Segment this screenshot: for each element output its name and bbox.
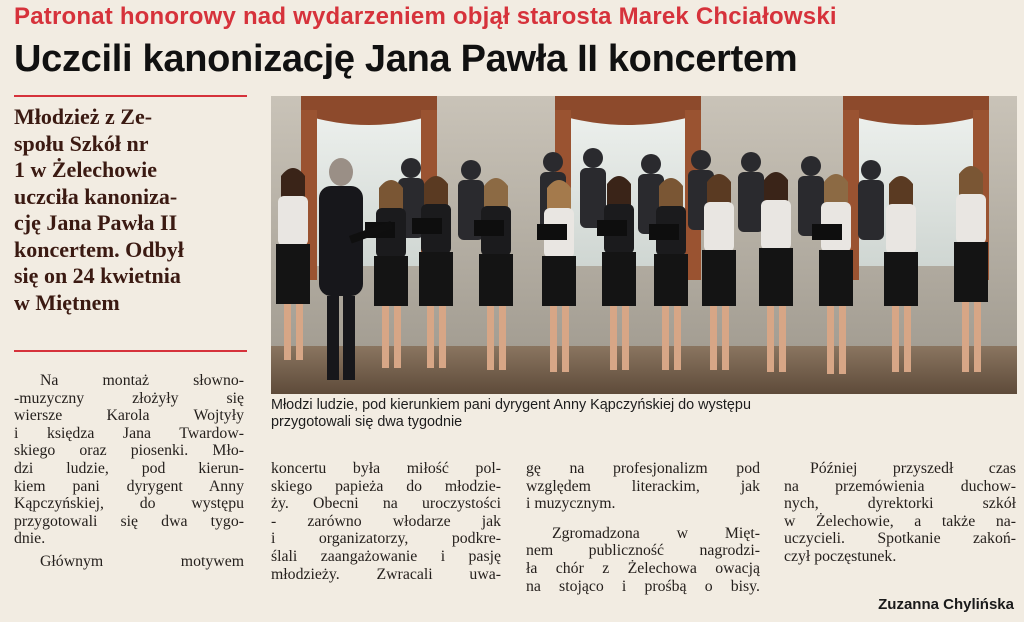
- author-byline: Zuzanna Chylińska: [878, 596, 1014, 613]
- body-line: ślali zaangażowanie i pasję: [271, 547, 501, 565]
- choir-photo-image: [271, 96, 1017, 394]
- article-column-1: [14, 372, 244, 571]
- caption-line: Młodzi ludzie, pod kierunkiem pani dyrygent Anny Kąpczyńskiej do występu: [271, 397, 751, 413]
- body-line: i muzycznym.: [526, 495, 616, 513]
- body-line: względem literackim, jak: [526, 477, 760, 495]
- body-line: skiego oraz piosenki. Mło-: [14, 442, 244, 460]
- body-line: młodzieży. Zwracali uwa-: [271, 565, 501, 583]
- body-line: - zarówno włodarze jak: [271, 512, 501, 530]
- body-line: nych, dyrektorki szkół: [784, 495, 1016, 513]
- body-line: ży. Obecni na uroczystości: [271, 495, 501, 513]
- body-line: w Żelechowie, a także na-: [784, 512, 1016, 530]
- body-line: koncertu była miłość pol-: [271, 460, 501, 477]
- body-line: kiem pani dyrygent Anny: [14, 477, 244, 495]
- photo-caption: [271, 397, 1017, 431]
- body-line: wiersze Karola Wojtyły: [14, 407, 244, 425]
- body-line: na przemówienia duchow-: [784, 477, 1016, 495]
- lead-line: Młodzież z Ze-: [14, 104, 153, 129]
- body-line: -muzyczny złożyły się: [14, 389, 244, 407]
- lead-line: koncertem. Odbył: [14, 236, 184, 262]
- body-line: Głównym motywem: [40, 552, 244, 570]
- lead-bottom-rule: [14, 350, 247, 352]
- body-line: i księdza Jana Twardow-: [14, 424, 244, 442]
- headline: Uczcili kanonizację Jana Pawła II koncertem: [14, 38, 798, 80]
- lead-top-rule: [14, 95, 247, 97]
- body-line: przygotowali się dwa tygo-: [14, 512, 244, 530]
- lead-line: cję Jana Pawła II: [14, 210, 178, 235]
- body-line: Zgromadzona w Mięt-: [552, 524, 760, 542]
- body-line: dzi ludzie, pod kierun-: [14, 459, 244, 477]
- article-column-2: [271, 460, 501, 583]
- choir-photo: [271, 96, 1017, 394]
- kicker: Patronat honorowy nad wydarzeniem objął starosta Marek Chciałowski: [14, 3, 837, 30]
- body-line: uczycieli. Spotkanie zakoń-: [784, 530, 1016, 548]
- lead-line: 1 w Żelechowie: [14, 157, 157, 182]
- body-line: ła chór z Żelechowa owacją: [526, 559, 760, 577]
- lead-line: społu Szkół nr: [14, 130, 149, 156]
- lead-paragraph: [14, 104, 246, 316]
- body-line: nem publiczność nagrodzi-: [526, 542, 760, 560]
- caption-line: przygotowali się dwa tygodnie: [271, 414, 463, 430]
- body-line: skiego papieża do młodzie-: [271, 477, 501, 495]
- body-line: Na montaż słowno-: [40, 372, 244, 389]
- article-column-3: [526, 460, 760, 595]
- lead-line: w Miętnem: [14, 289, 120, 315]
- article-column-4: [784, 460, 1016, 566]
- body-line: czył poczęstunek.: [784, 547, 897, 565]
- body-line: Kąpczyńskiej, do występu: [14, 495, 244, 513]
- body-line: gę na profesjonalizm pod: [526, 460, 760, 477]
- lead-line: uczciła kanoniza-: [14, 183, 178, 209]
- body-line: na stojąco i prośbą o bisy.: [526, 577, 760, 595]
- body-line: dnie.: [14, 530, 46, 548]
- lead-line: się on 24 kwietnia: [14, 263, 181, 288]
- body-line: i organizatorzy, podkre-: [271, 530, 501, 548]
- body-line: Później przyszedł czas: [810, 460, 1016, 477]
